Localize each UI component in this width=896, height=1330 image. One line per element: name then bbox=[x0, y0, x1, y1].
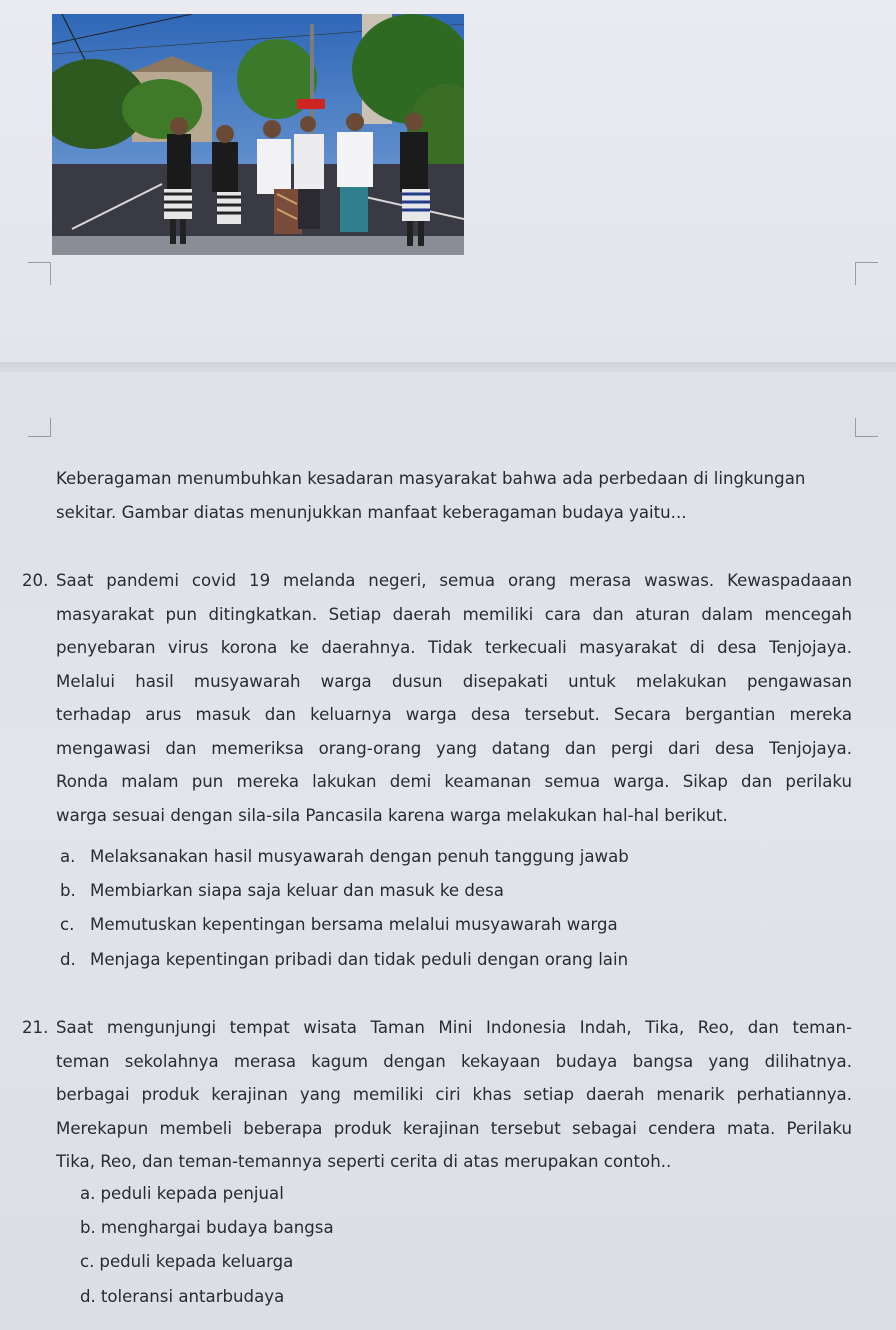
option-d[interactable] bbox=[80, 1280, 334, 1314]
option-text: toleransi antarbudaya bbox=[100, 1286, 285, 1306]
question-line: mengawasi dan memeriksa orang-orang yang datang dan pergi dari desa Tenjojaya. bbox=[56, 738, 852, 758]
crop-mark-top-right bbox=[855, 262, 878, 285]
option-letter: b. bbox=[60, 881, 76, 901]
question-text bbox=[56, 564, 852, 832]
option-text: Melaksanakan hasil musyawarah dengan penuh tanggung jawab bbox=[90, 847, 629, 866]
option-text: Memutuskan kepentingan bersama melalui musyawarah warga bbox=[90, 915, 618, 935]
page-separator bbox=[0, 362, 896, 372]
question-line: Saat mengunjungi tempat wisata Taman Mini Indonesia Indah, Tika, Reo, dan teman- bbox=[56, 1018, 852, 1037]
intro-line: sekitar. Gambar diatas menunjukkan manfaat keberagaman budaya yaitu... bbox=[56, 502, 687, 522]
option-b[interactable] bbox=[80, 1211, 334, 1245]
option-b[interactable] bbox=[60, 874, 629, 908]
option-c[interactable] bbox=[80, 1245, 334, 1279]
question-line: Melalui hasil musyawarah warga dusun disepakati untuk melakukan pengawasan bbox=[56, 671, 852, 691]
question-number: 20. bbox=[22, 571, 49, 590]
question-line: warga sesuai dengan sila-sila Pancasila karena warga melakukan hal-hal berikut. bbox=[56, 805, 728, 825]
option-text: Menjaga kepentingan pribadi dan tidak peduli dengan orang lain bbox=[90, 949, 629, 969]
intro-paragraph bbox=[56, 462, 851, 529]
option-letter: b. bbox=[80, 1218, 96, 1238]
option-letter: a. bbox=[60, 847, 76, 866]
option-a[interactable] bbox=[80, 1177, 334, 1211]
option-letter: c. bbox=[60, 915, 75, 935]
options-21 bbox=[80, 1177, 334, 1314]
intro-line: Keberagaman menumbuhkan kesadaran masyarakat bahwa ada perbedaan di lingkungan bbox=[56, 469, 806, 488]
question-line: berbagai produk kerajinan yang memiliki ciri khas setiap daerah menarik perhatiannya. bbox=[56, 1085, 852, 1104]
question-20 bbox=[22, 564, 852, 844]
question-line: Ronda malam pun mereka lakukan demi keamanan semua warga. Sikap dan perilaku bbox=[56, 772, 852, 791]
option-d[interactable] bbox=[60, 943, 629, 977]
question-21 bbox=[22, 1011, 852, 1191]
question-text bbox=[56, 1011, 852, 1179]
option-letter: d. bbox=[60, 949, 76, 969]
crop-mark-bottom-left bbox=[28, 418, 51, 437]
question-line: masyarakat pun ditingkatkan. Setiap daerah memiliki cara dan aturan dalam mencegah bbox=[56, 604, 852, 624]
option-c[interactable] bbox=[60, 908, 629, 942]
option-letter: c. bbox=[80, 1252, 95, 1272]
question-line: terhadap arus masuk dan keluarnya warga desa tersebut. Secara bergantian mereka bbox=[56, 705, 852, 724]
option-letter: d. bbox=[80, 1286, 96, 1306]
crop-mark-bottom-right bbox=[855, 418, 878, 437]
crop-mark-top-left bbox=[28, 262, 51, 285]
option-text: peduli kepada keluarga bbox=[99, 1252, 294, 1272]
options-20 bbox=[60, 840, 629, 977]
question-line: Merekapun membeli beberapa produk kerajinan tersebut sebagai cendera mata. Perilaku bbox=[56, 1118, 852, 1138]
question-number: 21. bbox=[22, 1018, 49, 1037]
question-line: teman sekolahnya merasa kagum dengan kekayaan budaya bangsa yang dilihatnya. bbox=[56, 1051, 852, 1071]
option-a[interactable] bbox=[60, 840, 629, 874]
option-text: menghargai budaya bangsa bbox=[100, 1218, 334, 1238]
question-line: Saat pandemi covid 19 melanda negeri, semua orang merasa waswas. Kewaspadaaan bbox=[56, 571, 852, 590]
option-letter: a. bbox=[80, 1184, 96, 1203]
photo-illustration bbox=[52, 14, 464, 255]
option-text: Membiarkan siapa saja keluar dan masuk ke desa bbox=[90, 881, 504, 901]
question-line: penyebaran virus korona ke daerahnya. Tidak terkecuali masyarakat di desa Tenjojaya. bbox=[56, 638, 852, 657]
question-line: Tika, Reo, dan teman-temannya seperti cerita di atas merupakan contoh.. bbox=[56, 1152, 672, 1171]
option-text: peduli kepada penjual bbox=[100, 1184, 284, 1203]
street-photo bbox=[52, 14, 464, 255]
